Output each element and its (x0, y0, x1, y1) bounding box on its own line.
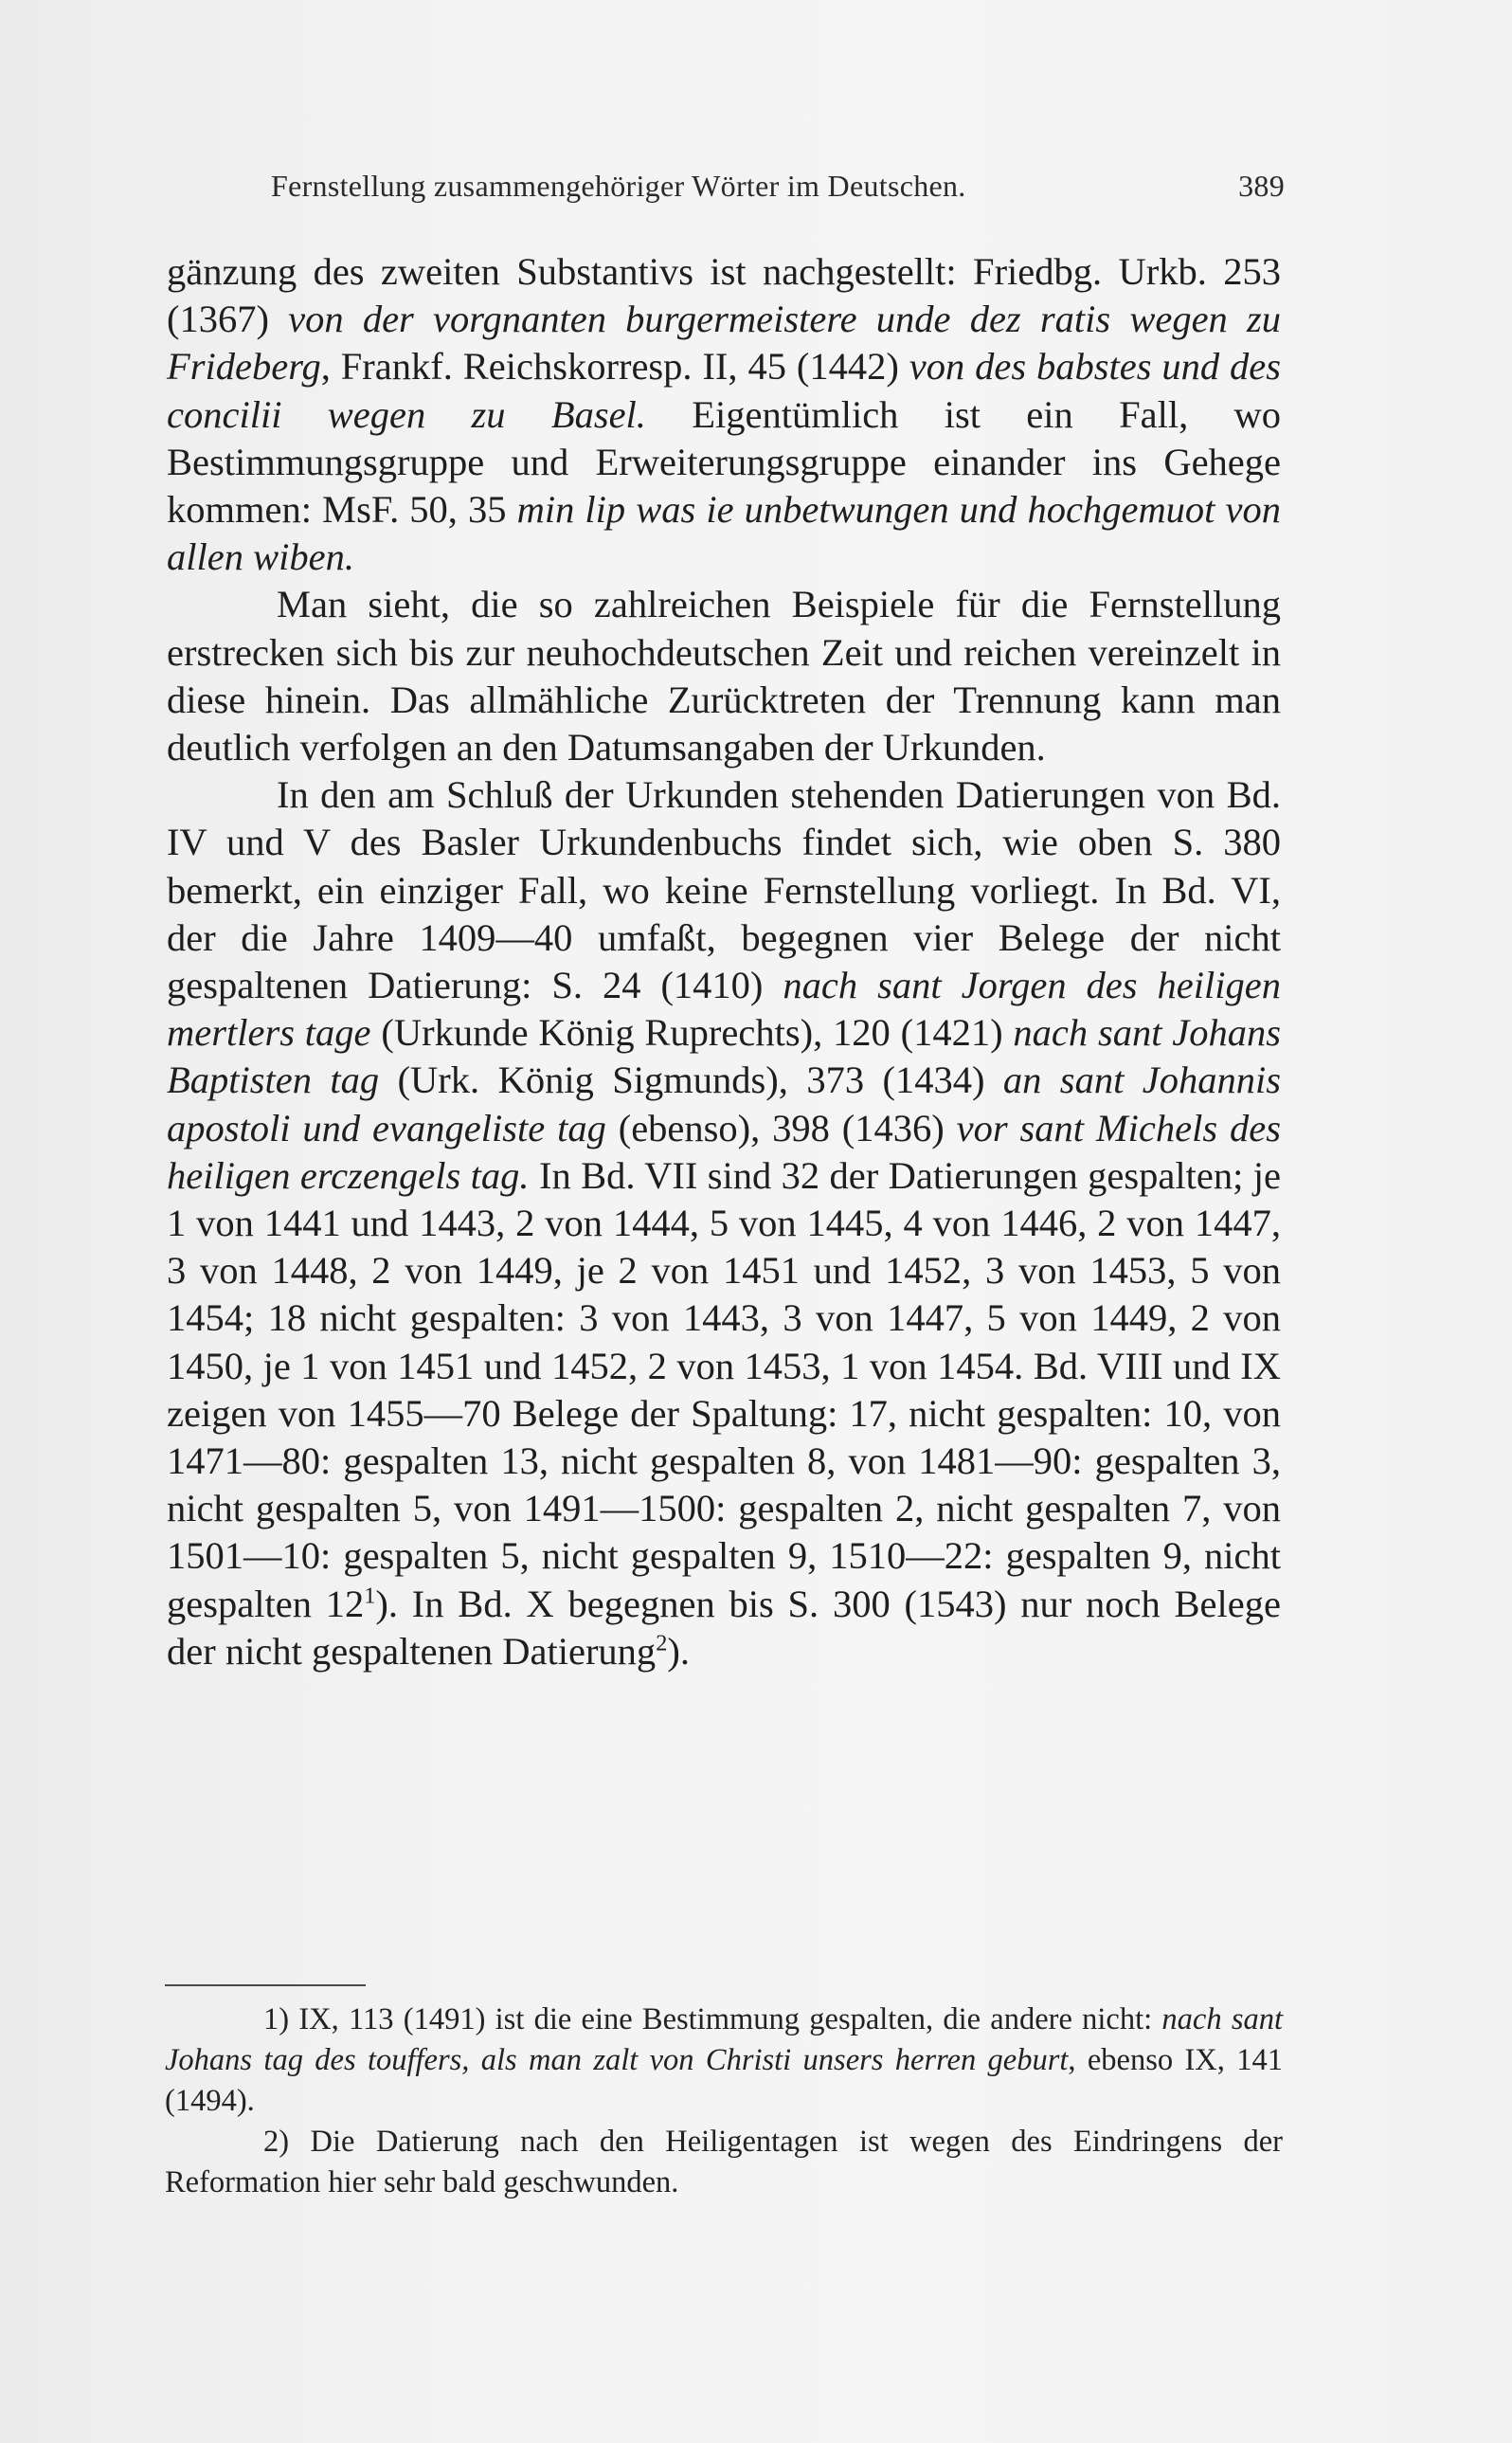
italic-quotation: von des babstes und des concilii wegen zu Basel. (167, 345, 1282, 436)
italic-quotation: nach sant Jorgen des heiligen mertlers tage (167, 964, 1281, 1055)
footnote-reference: 1 (364, 1583, 376, 1609)
text-run: Eigentümlich ist ein Fall, wo Bestimmungsgruppe und Erweiterungsgruppe einander ins Gehege kommen: MsF. 50, 35 (167, 392, 1281, 532)
text-run: , ebenso IX, 141 (1494). (165, 2043, 1283, 2118)
footnote-1 (165, 2000, 1283, 2122)
text-run: , Frankf. Reichskorresp. II, 45 (1442) (320, 345, 909, 389)
italic-quotation: nach sant Johans tag des touffers, als man zalt von Christi unsers herren geburt (165, 2002, 1283, 2077)
text-run: ). (667, 1629, 690, 1673)
text-run: Man sieht, die so zahlreichen Beispiele für die Fernstellung erstrecken sich bis zur neuhochdeutschen Zeit und reichen vereinzelt in diese hinein. Das allmähliche Zurücktreten der Trennung kann man deutlich verfolgen an den Datumsangaben der Urkunden. (167, 583, 1281, 769)
paragraph-2 (167, 581, 1281, 771)
text-run: (Urk. König Sigmunds), 373 (1434) (379, 1059, 1003, 1102)
italic-quotation: vor sant Michels des heiligen erczengels tag. (167, 1106, 1281, 1197)
italic-quotation: min lip was ie unbetwungen und hochgemuot von allen wiben. (167, 488, 1281, 579)
body-text (167, 248, 1281, 1675)
paragraph-1 (167, 248, 1281, 581)
text-run: (ebenso), 398 (1436) (605, 1106, 957, 1149)
text-run: 2) Die Datierung nach den Heiligentagen ist wegen des Eindringens der Reformation hier sehr bald geschwunden. (165, 2125, 1283, 2199)
text-run: In den am Schluß der Urkunden stehenden Datierungen von Bd. IV und V des Basler Urkundenbuchs findet sich, wie oben S. 380 bemerkt, ein einziger Fall, wo keine Fernstellung vorliegt. In Bd. VI, der die Jahre 1409—40 umfaßt, begegnen vier Belege der nicht gespaltenen Datierung: S. 24 (1410) (167, 773, 1281, 1007)
page-number: 389 (1238, 169, 1285, 203)
footnote-2 (165, 2122, 1283, 2203)
text-run: 1) IX, 113 (1491) ist die eine Bestimmung gespalten, die andere nicht: (263, 2002, 1162, 2036)
running-head (271, 169, 1285, 207)
footnote-reference: 2 (656, 1630, 668, 1656)
footnote-divider (165, 1984, 366, 1986)
italic-quotation: nach sant Johans Baptisten tag (167, 1011, 1282, 1102)
footnotes (165, 2000, 1283, 2203)
italic-quotation: an sant Johannis apostoli und evangeliste tag (167, 1059, 1281, 1149)
running-head-title: Fernstellung zusammengehöriger Wörter im Deutschen. (271, 169, 966, 203)
italic-quotation: von der vorgnanten burgermeistere unde dez ratis wegen zu Frideberg (167, 298, 1281, 389)
text-run: In Bd. VII sind 32 der Datierungen gespalten; je 1 von 1441 und 1443, 2 von 1444, 5 von 1445, 4 von 1446, 2 von 1447, 3 von 1448, 2 von 1449, je 2 von 1451 und 1452, 3 von 1453, 5 von 1454; 18 nicht gespalten: 3 von 1443, 3 von 1447, 5 von 1449, 2 von 1450, je 1 von 1451 und 1452, 2 von 1453, 1 von 1454. Bd. VIII und IX zeigen von 1455—70 Belege der Spaltung: 17, nicht gespalten: 10, von 1471—80: gespalten 13, nicht gespalten 8, von 1481—90: gespalten 3, nicht gespalten 5, von 1491—1500: gespalten 2, nicht gespalten 7, von 1501—10: gespalten 5, nicht gespalten 9, 1510—22: gespalten 9, nicht gespalten 12 (167, 1153, 1281, 1625)
text-run: ). In Bd. X begegnen bis S. 300 (1543) nur noch Belege der nicht gespaltenen Datierung (167, 1582, 1281, 1673)
text-run: (Urkunde König Ruprechts), 120 (1421) (370, 1011, 1014, 1055)
text-run: gänzung des zweiten Substantivs ist nachgestellt: Friedbg. Urkb. 253 (1367) (167, 250, 1281, 341)
paragraph-3 (167, 771, 1281, 1675)
